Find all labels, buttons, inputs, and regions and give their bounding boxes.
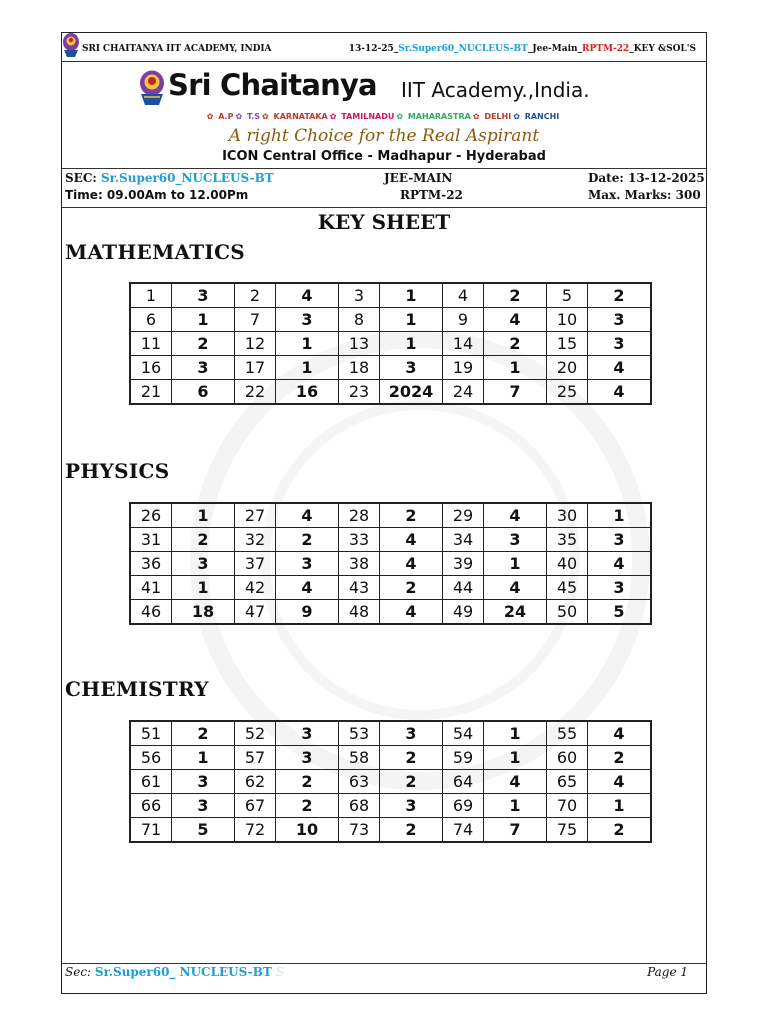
header-academy-name: SRI CHAITANYA IIT ACADEMY, INDIA bbox=[82, 44, 272, 54]
question-number: 33 bbox=[339, 528, 380, 552]
question-number: 37 bbox=[235, 552, 276, 576]
answer-key: 1 bbox=[172, 308, 235, 332]
question-number: 43 bbox=[339, 576, 380, 600]
table-row bbox=[130, 503, 651, 528]
table-row bbox=[130, 818, 651, 843]
answer-key: 1 bbox=[172, 576, 235, 600]
answer-key: 2 bbox=[276, 794, 339, 818]
answer-key: 4 bbox=[276, 576, 339, 600]
answer-key: 3 bbox=[588, 332, 652, 356]
state-bullet-icon: ✿ bbox=[396, 112, 406, 121]
answer-key: 3 bbox=[484, 528, 547, 552]
question-number: 55 bbox=[547, 721, 588, 746]
question-number: 53 bbox=[339, 721, 380, 746]
table-row bbox=[130, 770, 651, 794]
question-number: 10 bbox=[547, 308, 588, 332]
table-row bbox=[130, 308, 651, 332]
physics-key-table bbox=[129, 502, 652, 625]
question-number: 48 bbox=[339, 600, 380, 625]
table-row bbox=[130, 356, 651, 380]
answer-key: 4 bbox=[380, 552, 443, 576]
table-row bbox=[130, 600, 651, 625]
page-number: Page 1 bbox=[647, 965, 688, 979]
answer-key: 10 bbox=[276, 818, 339, 843]
answer-key: 4 bbox=[484, 576, 547, 600]
question-number: 47 bbox=[235, 600, 276, 625]
question-number: 20 bbox=[547, 356, 588, 380]
state-bullet-icon: ✿ bbox=[206, 112, 217, 121]
question-number: 6 bbox=[130, 308, 172, 332]
question-number: 9 bbox=[443, 308, 484, 332]
state-name: DELHI bbox=[484, 112, 512, 121]
section-code: SEC: Sr.Super60_NUCLEUS-BT bbox=[65, 171, 274, 185]
answer-key: 4 bbox=[484, 770, 547, 794]
exam-date: Date: 13-12-2025 bbox=[588, 171, 705, 185]
table-row bbox=[130, 576, 651, 600]
question-number: 3 bbox=[339, 283, 380, 308]
answer-key: 4 bbox=[380, 600, 443, 625]
answer-key: 2 bbox=[380, 770, 443, 794]
answer-key: 5 bbox=[172, 818, 235, 843]
question-number: 32 bbox=[235, 528, 276, 552]
answer-key: 1 bbox=[588, 503, 652, 528]
answer-key: 1 bbox=[380, 283, 443, 308]
answer-key: 3 bbox=[380, 721, 443, 746]
answer-key: 1 bbox=[484, 721, 547, 746]
answer-key: 2 bbox=[276, 770, 339, 794]
answer-key: 1 bbox=[380, 332, 443, 356]
question-number: 60 bbox=[547, 746, 588, 770]
question-number: 50 bbox=[547, 600, 588, 625]
question-number: 38 bbox=[339, 552, 380, 576]
section-title-mathematics: MATHEMATICS bbox=[65, 240, 246, 264]
answer-key: 2 bbox=[276, 528, 339, 552]
question-number: 29 bbox=[443, 503, 484, 528]
question-number: 67 bbox=[235, 794, 276, 818]
question-number: 70 bbox=[547, 794, 588, 818]
answer-key: 5 bbox=[588, 600, 652, 625]
table-row bbox=[130, 332, 651, 356]
question-number: 49 bbox=[443, 600, 484, 625]
answer-key: 2 bbox=[380, 818, 443, 843]
answer-key: 1 bbox=[484, 356, 547, 380]
exam-time: Time: 09.00Am to 12.00Pm bbox=[65, 188, 249, 202]
table-row bbox=[130, 552, 651, 576]
footer-divider bbox=[62, 963, 706, 964]
info-divider-top bbox=[62, 168, 706, 169]
brand-name: Sri Chaitanya bbox=[168, 68, 377, 102]
state-name: A.P bbox=[218, 112, 234, 121]
answer-key: 4 bbox=[380, 528, 443, 552]
answer-key: 3 bbox=[276, 552, 339, 576]
answer-key: 3 bbox=[172, 770, 235, 794]
table-row bbox=[130, 380, 651, 405]
question-number: 30 bbox=[547, 503, 588, 528]
question-number: 24 bbox=[443, 380, 484, 405]
answer-key: 4 bbox=[588, 770, 652, 794]
question-number: 69 bbox=[443, 794, 484, 818]
question-number: 65 bbox=[547, 770, 588, 794]
question-number: 25 bbox=[547, 380, 588, 405]
section-title-chemistry: CHEMISTRY bbox=[65, 677, 209, 701]
state-name: T.S bbox=[246, 112, 261, 121]
question-number: 17 bbox=[235, 356, 276, 380]
answer-key: 4 bbox=[588, 380, 652, 405]
answer-key: 16 bbox=[276, 380, 339, 405]
answer-key: 4 bbox=[588, 721, 652, 746]
answer-key: 2 bbox=[380, 576, 443, 600]
answer-key: 3 bbox=[588, 576, 652, 600]
section-title-physics: PHYSICS bbox=[65, 459, 170, 483]
answer-key: 1 bbox=[484, 746, 547, 770]
answer-key: 3 bbox=[172, 356, 235, 380]
tagline: A right Choice for the Real Aspirant bbox=[228, 126, 540, 146]
answer-key: 18 bbox=[172, 600, 235, 625]
question-number: 28 bbox=[339, 503, 380, 528]
question-number: 1 bbox=[130, 283, 172, 308]
question-number: 21 bbox=[130, 380, 172, 405]
state-name: RANCHI bbox=[524, 112, 560, 121]
question-number: 13 bbox=[339, 332, 380, 356]
question-number: 59 bbox=[443, 746, 484, 770]
question-number: 11 bbox=[130, 332, 172, 356]
question-number: 40 bbox=[547, 552, 588, 576]
answer-key: 3 bbox=[380, 794, 443, 818]
answer-key: 7 bbox=[484, 380, 547, 405]
question-number: 31 bbox=[130, 528, 172, 552]
answer-key: 2 bbox=[588, 818, 652, 843]
state-bullet-icon: ✿ bbox=[235, 112, 245, 121]
table-row bbox=[130, 746, 651, 770]
question-number: 68 bbox=[339, 794, 380, 818]
question-number: 56 bbox=[130, 746, 172, 770]
answer-key: 3 bbox=[276, 308, 339, 332]
question-number: 46 bbox=[130, 600, 172, 625]
answer-key: 4 bbox=[276, 283, 339, 308]
top-header bbox=[62, 38, 706, 62]
answer-key: 2 bbox=[380, 503, 443, 528]
question-number: 15 bbox=[547, 332, 588, 356]
answer-key: 3 bbox=[172, 794, 235, 818]
question-number: 12 bbox=[235, 332, 276, 356]
question-number: 2 bbox=[235, 283, 276, 308]
question-number: 16 bbox=[130, 356, 172, 380]
question-number: 51 bbox=[130, 721, 172, 746]
question-number: 22 bbox=[235, 380, 276, 405]
answer-key: 2 bbox=[172, 528, 235, 552]
answer-key: 3 bbox=[276, 746, 339, 770]
answer-key: 1 bbox=[380, 308, 443, 332]
question-number: 61 bbox=[130, 770, 172, 794]
question-number: 42 bbox=[235, 576, 276, 600]
question-number: 74 bbox=[443, 818, 484, 843]
answer-key: 3 bbox=[588, 308, 652, 332]
answer-key: 1 bbox=[484, 552, 547, 576]
question-number: 5 bbox=[547, 283, 588, 308]
answer-key: 3 bbox=[172, 283, 235, 308]
question-number: 35 bbox=[547, 528, 588, 552]
answer-key: 4 bbox=[484, 308, 547, 332]
states-list bbox=[0, 112, 768, 121]
answer-key: 1 bbox=[588, 794, 652, 818]
question-number: 75 bbox=[547, 818, 588, 843]
state-bullet-icon: ✿ bbox=[513, 112, 523, 121]
answer-key: 1 bbox=[172, 503, 235, 528]
question-number: 23 bbox=[339, 380, 380, 405]
state-bullet-icon: ✿ bbox=[472, 112, 483, 121]
question-number: 73 bbox=[339, 818, 380, 843]
question-number: 27 bbox=[235, 503, 276, 528]
key-sheet-title: KEY SHEET bbox=[317, 210, 451, 234]
answer-key: 4 bbox=[276, 503, 339, 528]
question-number: 39 bbox=[443, 552, 484, 576]
answer-key: 3 bbox=[276, 721, 339, 746]
header-divider bbox=[62, 61, 706, 62]
header-test-info: 13-12-25_Sr.Super60_NUCLEUS-BT_Jee-Main_RPTM-22_KEY &SOL'S bbox=[348, 44, 696, 54]
table-row bbox=[130, 794, 651, 818]
question-number: 44 bbox=[443, 576, 484, 600]
brand-suffix: IIT Academy.,India. bbox=[401, 78, 590, 102]
question-number: 64 bbox=[443, 770, 484, 794]
chemistry-key-table bbox=[129, 720, 652, 843]
question-number: 52 bbox=[235, 721, 276, 746]
state-name: MAHARASTRA bbox=[407, 112, 471, 121]
question-number: 4 bbox=[443, 283, 484, 308]
office-address: ICON Central Office - Madhapur - Hyderabad bbox=[222, 149, 546, 164]
mathematics-key-table bbox=[129, 282, 652, 405]
answer-key: 3 bbox=[588, 528, 652, 552]
footer-section-code: Sec: Sr.Super60_ NUCLEUS-BT S bbox=[65, 965, 284, 979]
state-name: TAMILNADU bbox=[341, 112, 395, 121]
question-number: 41 bbox=[130, 576, 172, 600]
answer-key: 2 bbox=[172, 721, 235, 746]
question-number: 26 bbox=[130, 503, 172, 528]
answer-key: 4 bbox=[588, 552, 652, 576]
question-number: 71 bbox=[130, 818, 172, 843]
answer-key: 2 bbox=[588, 283, 652, 308]
question-number: 63 bbox=[339, 770, 380, 794]
table-row bbox=[130, 528, 651, 552]
question-number: 7 bbox=[235, 308, 276, 332]
question-number: 58 bbox=[339, 746, 380, 770]
answer-key: 2 bbox=[172, 332, 235, 356]
academy-emblem-icon bbox=[138, 70, 166, 106]
question-number: 45 bbox=[547, 576, 588, 600]
answer-key: 4 bbox=[484, 503, 547, 528]
answer-key: 2 bbox=[380, 746, 443, 770]
state-name: KARNATAKA bbox=[273, 112, 328, 121]
table-row bbox=[130, 283, 651, 308]
question-number: 36 bbox=[130, 552, 172, 576]
question-number: 8 bbox=[339, 308, 380, 332]
question-number: 34 bbox=[443, 528, 484, 552]
table-row bbox=[130, 721, 651, 746]
answer-key: 6 bbox=[172, 380, 235, 405]
info-divider-bottom bbox=[62, 207, 706, 208]
question-number: 54 bbox=[443, 721, 484, 746]
answer-key: 4 bbox=[588, 356, 652, 380]
answer-key: 2024 bbox=[380, 380, 443, 405]
question-number: 72 bbox=[235, 818, 276, 843]
answer-key: 2 bbox=[588, 746, 652, 770]
answer-key: 3 bbox=[380, 356, 443, 380]
question-number: 66 bbox=[130, 794, 172, 818]
answer-key: 2 bbox=[484, 332, 547, 356]
answer-key: 3 bbox=[172, 552, 235, 576]
academy-logo-icon bbox=[62, 32, 80, 58]
max-marks: Max. Marks: 300 bbox=[588, 188, 701, 202]
answer-key: 1 bbox=[276, 356, 339, 380]
answer-key: 7 bbox=[484, 818, 547, 843]
answer-key: 1 bbox=[172, 746, 235, 770]
answer-key: 1 bbox=[276, 332, 339, 356]
answer-key: 2 bbox=[484, 283, 547, 308]
state-bullet-icon: ✿ bbox=[329, 112, 340, 121]
answer-key: 24 bbox=[484, 600, 547, 625]
answer-key: 1 bbox=[484, 794, 547, 818]
question-number: 14 bbox=[443, 332, 484, 356]
exam-type: JEE-MAIN bbox=[384, 171, 453, 185]
state-bullet-icon: ✿ bbox=[262, 112, 272, 121]
answer-key: 9 bbox=[276, 600, 339, 625]
question-number: 18 bbox=[339, 356, 380, 380]
test-code: RPTM-22 bbox=[400, 188, 463, 202]
question-number: 62 bbox=[235, 770, 276, 794]
question-number: 19 bbox=[443, 356, 484, 380]
question-number: 57 bbox=[235, 746, 276, 770]
